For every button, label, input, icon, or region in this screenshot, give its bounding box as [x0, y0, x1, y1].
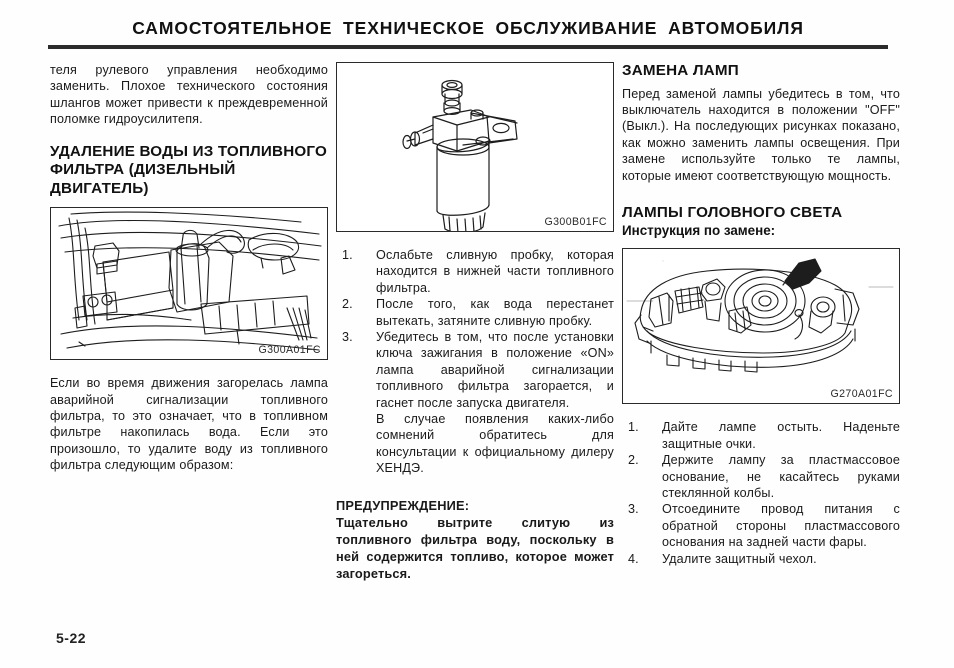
right-section-heading: ЗАМЕНА ЛАМП: [622, 62, 739, 79]
step-text: В случае появления каких-либо сомнений обратитесь для консультации к официальному дилеру ХЕНДЭ.: [376, 412, 614, 476]
step-text: Убедитесь в том, что после установки ключа зажигания в положение «ON» лампа аварийной сигнализации топливного фильтра загорается, и гаснет после запуска двигателя.: [376, 330, 614, 410]
left-column: [50, 62, 328, 474]
headlamp-illustration: [623, 249, 899, 403]
step-text: Держите лампу за пластмассовое основание, не касайтесь руками стеклянной колбы.: [662, 453, 900, 501]
figure-headlamp: [622, 248, 900, 404]
step-text: Удалите защитный чехол.: [662, 551, 817, 566]
step-text: Отсоедините провод питания с обратной стороны пластмассового основания на задней части фары.: [662, 502, 900, 550]
list-item: [336, 296, 614, 329]
middle-column: [336, 62, 614, 582]
warning-title: ПРЕДУПРЕЖДЕНИЕ:: [336, 497, 470, 513]
list-item: [622, 419, 900, 452]
right-section-heading-2: ЛАМПЫ ГОЛОВНОГО СВЕТА: [622, 203, 843, 221]
right-column: [622, 62, 900, 567]
page-number: 5-22: [56, 630, 87, 646]
fuel-filter-steps-list: [336, 247, 614, 477]
step-text: Ослабьте сливную пробку, которая находится в нижней части топливного фильтра.: [376, 248, 614, 295]
left-intro-paragraph: теля рулевого управления необходимо заменить. Плохое технического состояния шлангов может привести к преждевременной поломке гидроусилитепя.: [50, 63, 328, 127]
step-text: После того, как вода перестанет вытекать, затяните сливную пробку.: [376, 297, 614, 328]
figure-code-middle: G300B01FC: [544, 216, 607, 228]
engine-bay-illustration: [51, 208, 327, 359]
right-intro-paragraph: Перед заменой лампы убедитесь в том, что выключатель находится в положении "OFF" (Выкл.). На последующих рисунках показано, как можно заменить лампы освещения. При замене используйте только те лампы, которые имеют соответствующую мощность.: [622, 86, 900, 183]
left-body-paragraph: Если во время движения загорелась лампа аварийной сигнализации топливного фильтра, то это означает, что в топливном фильтре накопилась вода. Если это произошло, то удалите воду из топливного фильтра следующим образом:: [50, 376, 328, 473]
figure-engine-bay: [50, 207, 328, 360]
figure-code-left: G300A01FC: [258, 344, 321, 357]
list-item: [622, 551, 900, 567]
list-item: [336, 411, 614, 477]
left-section-heading: УДАЛЕНИЕ ВОДЫ ИЗ ТОПЛИВНОГО ФИЛЬТРА (ДИЗЕЛЬНЫЙ ДВИГАТЕЛЬ): [50, 142, 328, 197]
step-number: 1.: [342, 248, 353, 262]
step-number: 1.: [628, 420, 639, 435]
figure-fuel-filter: [336, 62, 614, 232]
step-number: 4.: [628, 551, 639, 566]
step-number: 3.: [628, 502, 639, 517]
figure-code-right: G270A01FC: [830, 388, 893, 401]
list-item: [622, 501, 900, 550]
list-item: [336, 247, 614, 296]
header-divider: [48, 45, 888, 49]
list-item: [336, 329, 614, 411]
headlamp-steps-list: [622, 419, 900, 567]
page-title: САМОСТОЯТЕЛЬНОЕ ТЕХНИЧЕСКОЕ ОБСЛУЖИВАНИЕ АВТОМОБИЛЯ: [132, 18, 804, 38]
step-number: 2.: [342, 297, 353, 312]
step-number: 2.: [628, 453, 639, 468]
page-header: [48, 18, 888, 39]
step-text: Дайте лампе остыть. Наденьте защитные очки.: [662, 420, 900, 451]
right-sub-heading: Инструкция по замене:: [622, 223, 776, 239]
step-number: 3.: [342, 330, 353, 345]
warning-text: Тщательно вытрите слитую из топливного фильтра воду, поскольку в ней содержится топливо, которое может загореться.: [336, 514, 614, 581]
fuel-filter-illustration: [337, 63, 613, 231]
list-item: [622, 452, 900, 501]
